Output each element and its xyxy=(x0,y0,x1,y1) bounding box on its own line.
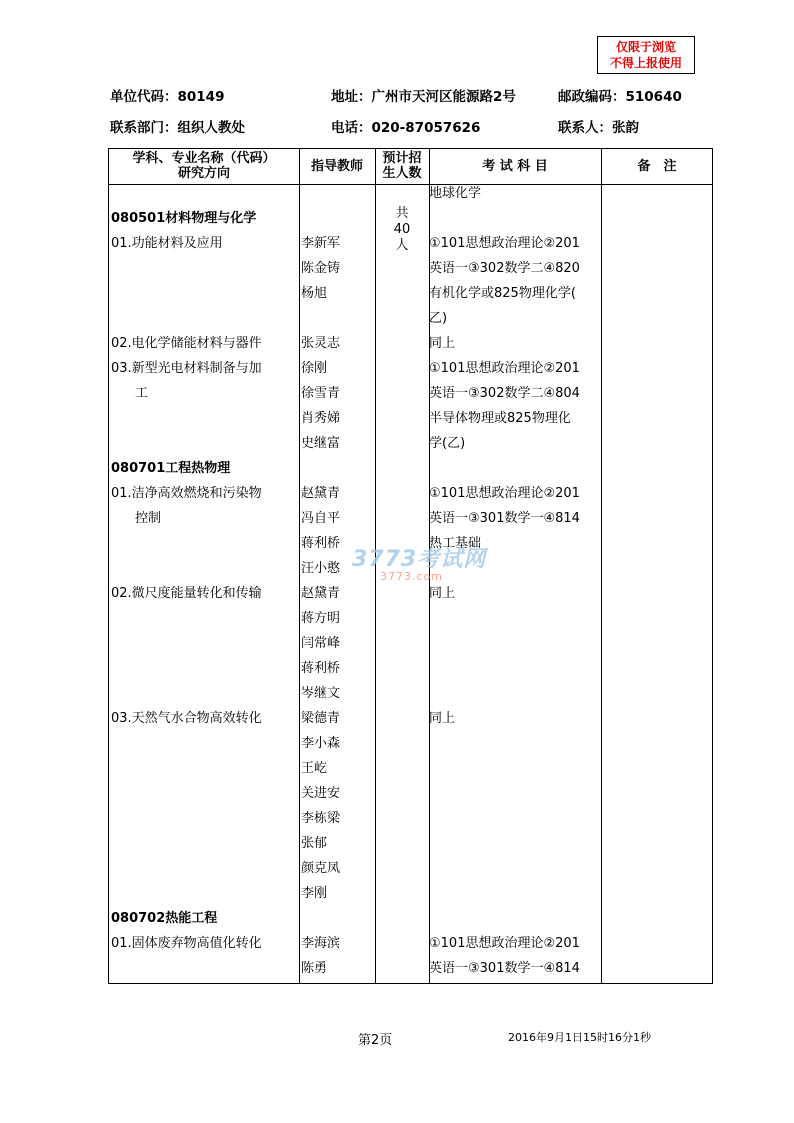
phone: 电话：020-87057626 xyxy=(331,120,481,136)
col-major: 学科、专业名称（代码） 研究方向 xyxy=(132,151,276,181)
major-title: 080701工程热物理 xyxy=(111,461,231,476)
contact-person: 联系人：张韵 xyxy=(558,120,639,136)
col-advisor: 指导教师 xyxy=(310,159,363,174)
advisor-list: 赵黛青 冯自平 蒋利桥 汪小憨 xyxy=(301,486,341,576)
quota-total: 共 40 人 xyxy=(393,206,411,253)
address: 地址：广州市天河区能源路2号 xyxy=(331,89,516,105)
col-remark: 备 注 xyxy=(637,159,677,174)
exam-subjects: ①101思想政治理论②201 英语一③301数学一④814 热工基础 xyxy=(429,486,580,551)
contact-department: 联系部门：组织人教处 xyxy=(110,120,245,136)
advisor-list: 李海滨 陈勇 xyxy=(301,936,341,976)
major-title: 080702热能工程 xyxy=(111,911,218,926)
browse-only-stamp xyxy=(597,36,695,74)
exam-continued: 地球化学 xyxy=(429,186,482,201)
site-watermark: 3773考试网 xyxy=(352,547,487,572)
advisor-list: 赵黛青 蒋方明 闫常峰 蒋利桥 岑继文 xyxy=(301,586,341,701)
stamp-line-2: 不得上报使用 xyxy=(609,56,682,70)
exam-subjects: ①101思想政治理论②201 英语一③301数学一④814 xyxy=(429,936,580,976)
major-title: 080501材料物理与化学 xyxy=(111,211,257,226)
page-number: 第2页 xyxy=(358,1033,393,1048)
direction-name: 02.微尺度能量转化和传输 xyxy=(111,586,262,601)
direction-name: 03.天然气水合物高效转化 xyxy=(111,711,262,726)
postcode: 邮政编码：510640 xyxy=(558,89,682,105)
exam-subjects: 同上 xyxy=(429,711,456,726)
site-watermark-url: 3773.com xyxy=(380,570,443,583)
direction-name: 01.固体废弃物高值化转化 xyxy=(111,936,262,951)
direction-name: 02.电化学储能材料与器件 xyxy=(111,336,262,351)
col-quota: 预计招 生人数 xyxy=(382,151,422,181)
exam-subjects: 同上 xyxy=(429,336,456,351)
exam-subjects: ①101思想政治理论②201 英语一③302数学二④820 有机化学或825物理化学( 乙) xyxy=(429,236,580,326)
advisor-list: 徐刚 徐雪青 肖秀娣 史继富 xyxy=(301,361,341,451)
direction-name: 01.功能材料及应用 xyxy=(111,236,223,251)
exam-subjects: ①101思想政治理论②201 英语一③302数学二④804 半导体物理或825物理化 学(乙) xyxy=(429,361,580,451)
print-timestamp: 2016年9月1日15时16分1秒 xyxy=(508,1031,651,1044)
advisor-list: 梁德青 李小森 王屹 关进安 李栋梁 张郁 颜克凤 李刚 xyxy=(301,711,341,901)
direction-name: 03.新型光电材料制备与加 工 xyxy=(111,361,262,401)
direction-name: 01.洁净高效燃烧和污染物 控制 xyxy=(111,486,262,526)
col-exam: 考 试 科 目 xyxy=(482,159,548,174)
exam-subjects: 同上 xyxy=(429,586,456,601)
advisor-list: 李新军 陈金铸 杨旭 xyxy=(301,236,341,301)
advisor-list: 张灵志 xyxy=(301,336,341,351)
stamp-line-1: 仅限于浏览 xyxy=(615,40,676,54)
unit-code: 单位代码：80149 xyxy=(110,89,225,105)
